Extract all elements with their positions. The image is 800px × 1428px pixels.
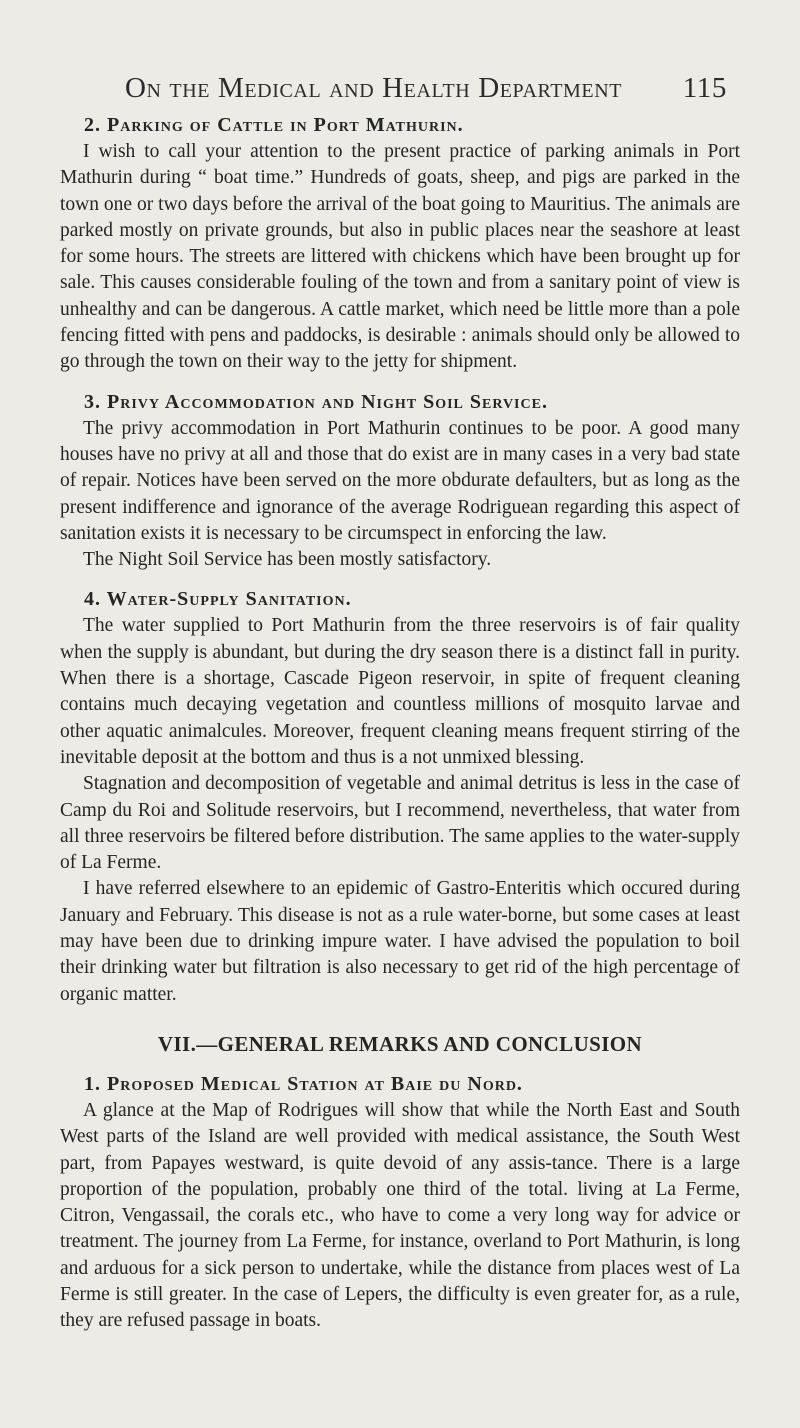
running-header bbox=[125, 72, 727, 112]
chapter-heading-general-remarks: VII.—GENERAL REMARKS AND CONCLUSION bbox=[157, 1031, 643, 1056]
section-heading-parking: 2. Parking of Cattle in Port Mathurin. bbox=[84, 114, 464, 136]
section-heading-privy: 3. Privy Accommodation and Night Soil Service. bbox=[84, 390, 548, 413]
paragraph: I wish to call your attention to the present practice of parking animals in Port Mathurin during “ boat time.” Hundreds of goats, sheep, and pigs are parked in the town one or two days before the arrival of the boat going to Mauritius. The animals are parked mostly on private grounds, but also in public places near the seashore at least for some hours. The streets are littered with chickens which have been brought up for sale. This causes considerable fouling of the town and from a sanitary point of view is unhealthy and can be dangerous. A cattle market, which need be little more than a pole fencing fitted with pens and paddocks, is desirable : animals should only be allowed to go through the town on their way to the jetty for shipment. bbox=[60, 141, 740, 373]
paragraph: The Night Soil Service has been mostly satisfactory. bbox=[83, 549, 492, 571]
section-heading-medical-station: 1. Proposed Medical Station at Baie du Nord. bbox=[84, 1072, 523, 1095]
paragraph: I have referred elsewhere to an epidemic of Gastro-Enteritis which occured during January and February. This disease is not as a rule water-borne, but some cases at least may have been due to drinking impure water. I have advised the population to boil their drinking water but filtration is also necessary to get rid of the high percentage of organic matter. bbox=[60, 878, 740, 1005]
page-number: 115 bbox=[682, 72, 727, 104]
running-title: On the Medical and Health Department bbox=[125, 72, 623, 104]
paragraph: A glance at the Map of Rodrigues will show that while the North East and South West parts of the Island are well provided with medical assistance, the South West part, from Papayes westward, is quite devoid of any assis-tance. There is a large proportion of the population, probably one third of the total. living at La Ferme, Citron, Vengassail, the corals etc., who have to come a very long way for advice or treatment. The journey from La Ferme, for instance, overland to Port Mathurin, is long and arduous for a sick person to undertake, while the distance from places west of La Ferme is still greater. In the case of Lepers, the difficulty is even greater for, as a rule, they are refused passage in boats. bbox=[60, 1099, 740, 1332]
section-heading-water: 4. Water-Supply Sanitation. bbox=[84, 588, 352, 611]
paragraph: The water supplied to Port Mathurin from the three reservoirs is of fair quality when the supply is abundant, but during the dry season there is a distinct fall in purity. When there is a shortage, Cascade Pigeon reservoir, in spite of frequent cleaning contains much decaying vegetation and countless millions of mosquito larvae and other aquatic animalcules. Moreover, frequent cleaning means frequent stirring of the inevitable deposit at the bottom and thus is a not unmixed blessing. bbox=[60, 615, 740, 768]
paragraph: Stagnation and decomposition of vegetable and animal detritus is less in the case of Camp du Roi and Solitude reservoirs, but I recommend, nevertheless, that water from all three reservoirs be filtered before distribution. The same applies to the water-supply of La Ferme. bbox=[60, 773, 740, 874]
paragraph: The privy accommodation in Port Mathurin continues to be poor. A good many houses have no privy at all and those that do exist are in many cases in a very bad state of repair. Notices have been served on the more obdurate defaulters, but as long as the present indifference and ignorance of the average Rodriguean regarding this aspect of sanitation exists it is necessary to be circumspect in enforcing the law. bbox=[60, 417, 740, 544]
